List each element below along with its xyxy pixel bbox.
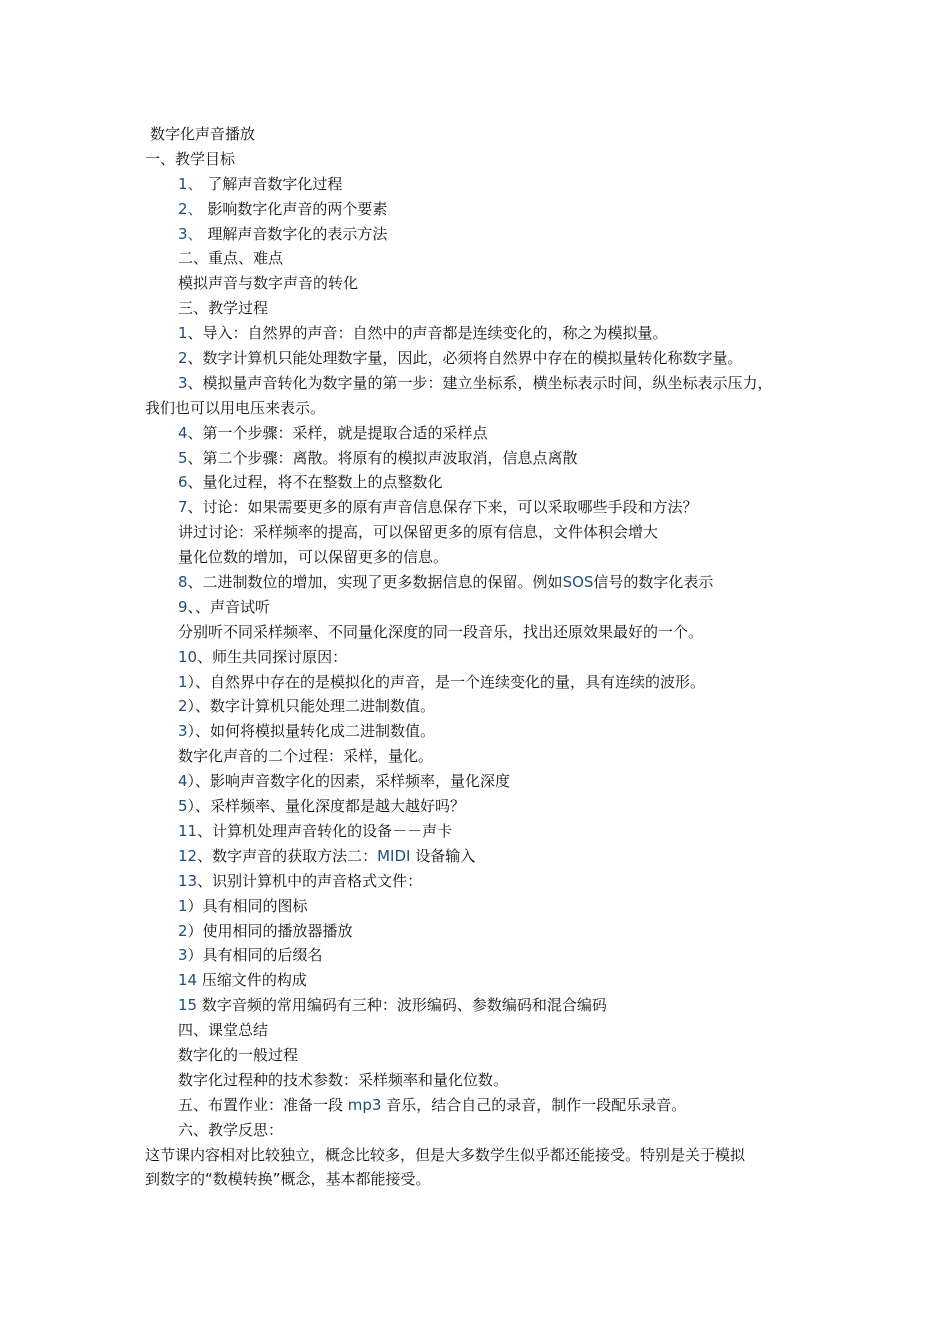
goal-number: 1、 [178,174,203,193]
process-item [145,446,825,471]
process-number: 10 [178,647,198,666]
process-item [145,321,825,346]
process-number: 1 [178,896,188,915]
process-text: 、数字计算机只能处理数字量，因此，必须将自然界中存在的模拟量转化称数字量。 [187,349,743,368]
process-number: 9 [178,597,188,616]
process-text-tail: 信号的数字化表示 [593,573,714,592]
goal-text: 了解声音数字化过程 [202,174,343,193]
process-item [145,346,825,371]
summary-item: 数字化过程种的技术参数：采样频率和量化位数。 [178,1070,509,1089]
process-text: ）具有相同的后缀名 [187,946,323,965]
process-item [145,371,825,396]
document-page [145,122,825,1192]
goal-text: 影响数字化声音的两个要素 [202,199,388,218]
process-latin-term: SOS [562,573,594,592]
goal-number: 3、 [178,224,203,243]
process-text: 量化位数的增加，可以保留更多的信息。 [178,548,449,567]
process-text: 、数字声音的获取方法二： [197,846,378,865]
process-number: 14 [178,971,198,990]
process-subitem [145,943,825,968]
process-note [145,545,825,570]
key-text: 模拟声音与数字声音的转化 [178,274,359,293]
process-number: 4 [178,423,188,442]
homework-text-tail: 音乐，结合自己的录音，制作一段配乐录音。 [381,1095,687,1114]
process-text: ）、如何将模拟量转化成二进制数值。 [187,722,436,741]
process-subitem [145,769,825,794]
process-number: 13 [178,871,198,890]
process-text: ）、数字计算机只能处理二进制数值。 [187,697,436,716]
process-text: 、第二个步骤：离散。将原有的模拟声波取消，信息点离散 [187,448,578,467]
reflection-line: 这节课内容相对比较独立，概念比较多，但是大多数学生似乎都还能接受。特别是关于模拟 [145,1145,746,1164]
process-text: 、师生共同探讨原因： [197,647,348,666]
process-item [145,470,825,495]
process-text: 、、声音试听 [187,597,271,616]
process-number: 1 [178,324,188,343]
homework-line [145,1093,825,1118]
goal-number: 2、 [178,199,203,218]
process-text: 、二进制数位的增加，实现了更多数据信息的保留。例如 [187,573,563,592]
process-latin-term: MIDI [377,846,411,865]
process-number: 2 [178,697,188,716]
process-text: ）具有相同的图标 [187,896,308,915]
process-text: 数字音频的常用编码有三种：波形编码、参数编码和混合编码 [197,996,607,1015]
process-item [145,595,825,620]
process-number: 2 [178,349,188,368]
summary-item: 数字化的一般过程 [178,1045,299,1064]
process-item [145,869,825,894]
goal-item [145,172,825,197]
process-subitem [145,794,825,819]
process-number: 6 [178,473,188,492]
process-item-continued [145,396,825,421]
process-number: 3 [178,722,188,741]
process-number: 8 [178,573,188,592]
process-subitem [145,894,825,919]
process-item [145,819,825,844]
process-number: 1 [178,672,188,691]
process-text: 压缩文件的构成 [197,971,307,990]
process-number: 2 [178,921,188,940]
process-heading: 三、教学过程 [178,299,269,318]
process-text: 、第一个步骤：采样，就是提取合适的采样点 [187,423,488,442]
process-text: 、讨论：如果需要更多的原有声音信息保存下来，可以采取哪些手段和方法？ [187,498,698,517]
process-text: 、导入：自然界的声音：自然中的声音都是连续变化的，称之为模拟量。 [187,324,668,343]
goal-item [145,222,825,247]
process-number: 5 [178,797,188,816]
process-subitem [145,719,825,744]
process-text: ）、影响声音数字化的因素，采样频率，量化深度 [187,772,511,791]
process-item [145,968,825,993]
process-text: 、识别计算机中的声音格式文件： [197,871,423,890]
process-text: 数字化声音的二个过程：采样，量化。 [178,747,434,766]
process-item [145,570,825,595]
process-note [145,620,825,645]
process-subitem [145,919,825,944]
process-number: 3 [178,946,188,965]
process-number: 12 [178,846,198,865]
process-number: 4 [178,772,188,791]
goals-heading: 一、教学目标 [145,149,236,168]
process-text: 我们也可以用电压来表示。 [145,398,326,417]
process-text: ）使用相同的播放器播放 [187,921,353,940]
process-number: 5 [178,448,188,467]
document-title: 数字化声音播放 [150,125,256,143]
process-text: 、模拟量声音转化为数字量的第一步：建立坐标系，横坐标表示时间，纵坐标表示压力， [187,373,773,392]
process-text: ）、采样频率、量化深度都是越大越好吗？ [187,797,466,816]
reflection-line: 到数字的“数模转换”概念，基本都能接受。 [145,1170,431,1189]
process-note [145,744,825,769]
process-item [145,421,825,446]
process-text: 分别听不同采样频率、不同量化深度的同一段音乐，找出还原效果最好的一个。 [178,622,704,641]
process-number: 3 [178,373,188,392]
homework-latin-term: mp3 [347,1095,382,1114]
process-item [145,844,825,869]
process-item [145,495,825,520]
process-text-tail: 设备输入 [410,846,476,865]
process-text: ）、自然界中存在的是模拟化的声音，是一个连续变化的量，具有连续的波形。 [187,672,706,691]
process-subitem [145,694,825,719]
homework-text: 五、布置作业：准备一段 [178,1095,348,1114]
process-text: 、量化过程，将不在整数上的点整数化 [187,473,443,492]
process-text: 、计算机处理声音转化的设备－－声卡 [197,821,453,840]
process-text: 讲过讨论：采样频率的提高，可以保留更多的原有信息，文件体积会增大 [178,523,659,542]
process-subitem [145,670,825,695]
goal-item [145,197,825,222]
process-number: 7 [178,498,188,517]
process-item [145,645,825,670]
process-item [145,993,825,1018]
process-number: 11 [178,821,198,840]
process-note [145,520,825,545]
process-number: 15 [178,996,198,1015]
key-heading: 二、重点、难点 [178,249,284,268]
goal-text: 理解声音数字化的表示方法 [202,224,388,243]
summary-heading: 四、课堂总结 [178,1021,269,1040]
reflection-heading: 六、教学反思： [178,1120,284,1139]
